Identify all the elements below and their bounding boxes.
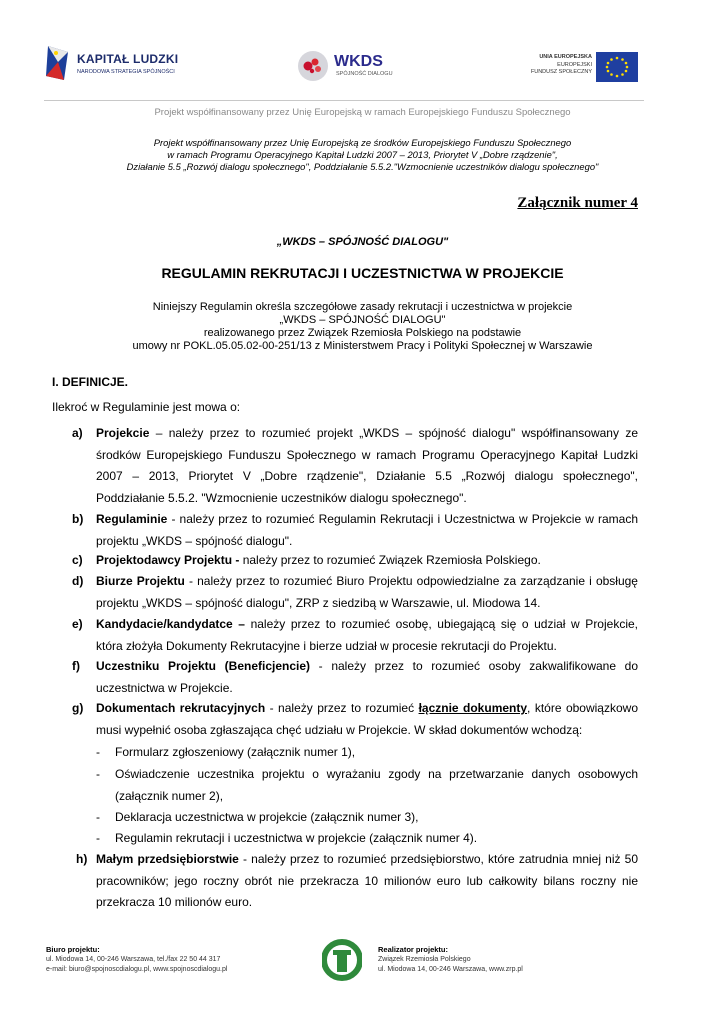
document-title: REGULAMIN REKRUTACJI I UCZESTNICTWA W PROJEKCIE: [161, 265, 564, 281]
item-b-term: Regulaminie: [96, 512, 168, 526]
header-divider: [44, 100, 644, 101]
intro-line-1: Projekt współfinansowany przez Unię Europejską ze środków Europejskiego Funduszu Społecznego: [153, 137, 572, 148]
footer-implementer-title: Realizator projektu:: [378, 945, 449, 954]
eu-logo-text: [530, 54, 592, 77]
intro-line-3: Działanie 5.5 „Rozwój dialogu społecznego", Poddziałanie 5.5.2."Wzmocnienie uczestników dialogu społecznego": [126, 161, 599, 172]
project-subtitle: „WKDS – SPÓJNOŚĆ DIALOGU": [276, 236, 449, 248]
item-e-letter: e): [72, 617, 83, 631]
item-f-text: - należy przez to rozumieć osoby zakwalifikowane do uczestnictwa w Projekcie.: [96, 659, 639, 695]
item-g-letter: g): [72, 701, 84, 715]
description-line-2: „WKDS – SPÓJNOŚĆ DIALOGU": [279, 314, 446, 326]
item-g-text-a: - należy przez to rozumieć: [265, 701, 419, 715]
section-title: I. DEFINICJE.: [52, 375, 129, 389]
item-e-text: należy przez to rozumieć osobę, ubiegającą się o udział w Projekcie, która złożyła Dokumenty Rekrutacyjne i bierze udział w procesie rekrutacji do Projektu.: [96, 617, 638, 653]
kapital-ludzki-title: KAPITAŁ LUDZKI: [77, 52, 179, 66]
item-f-term: Uczestniku Projektu (Beneficjencie): [96, 659, 311, 673]
item-d-text: - należy przez to rozumieć Biuro Projektu odpowiedzialne za zarządzanie i obsługę projektu „WKDS – spójność dialogu", ZRP z siedzibą w Warszawie, ul. Miodowa 14.: [96, 574, 638, 610]
item-g-text-b: , które obowiązkowo musi wypełnić osoba zgłaszająca chęć udziału w Projekcie. W skład dokumentów wchodzą:: [96, 701, 638, 737]
wkds-logo: [298, 48, 398, 84]
wkds-subtitle: SPÓJNOŚĆ DIALOGU: [336, 71, 393, 77]
item-d-term: Biurze Projektu: [96, 574, 185, 588]
item-e-term: Kandydacie/kandydatce –: [96, 617, 245, 631]
item-h-letter: h): [76, 852, 88, 866]
sublist-dash: -: [96, 810, 100, 824]
footer-implementer: [378, 945, 523, 975]
intro-line-2: w ramach Programu Operacyjnego Kapitał Ludzki 2007 – 2013, Priorytet V „Dobre rządzenie",: [167, 149, 558, 160]
item-c-text: należy przez to rozumieć Związek Rzemiosła Polskiego.: [239, 553, 541, 567]
eu-logo: [530, 52, 640, 84]
footer-implementer-address: ul. Miodowa 14, 00-246 Warszawa, www.zrp.pl: [378, 966, 523, 973]
footer-project-office: [46, 945, 227, 975]
item-c-letter: c): [72, 553, 83, 567]
definition-item-h: [96, 849, 638, 914]
item-c-term: Projektodawcy Projektu -: [96, 553, 240, 567]
sublist-dash: -: [96, 831, 100, 845]
definition-item-c: [96, 550, 638, 572]
cofinance-note: Projekt współfinansowany przez Unię Europejską w ramach Europejskiego Funduszu Społecznego: [154, 107, 571, 118]
kapital-ludzki-flag-icon: [44, 44, 70, 82]
item-a-text: – należy przez to rozumieć projekt „WKDS – spójność dialogu" współfinansowany ze środków Europejskiego Funduszu Społecznego w ramach Programu Operacyjnego Kapitał Ludzki 2007 – 2013, Priorytet V „Dobre rządzenie", Działanie 5.5 „Rozwój dialogu społecznego", Poddziałanie 5.5.2. "Wzmocnienie uczestników dialogu społecznego".: [96, 426, 638, 505]
item-f-letter: f): [72, 659, 80, 673]
kapital-ludzki-logo: [44, 44, 184, 84]
definition-item-f: [96, 656, 638, 699]
footer-implementer-name: Związek Rzemiosła Polskiego: [378, 956, 471, 963]
section-lead: Ilekroć w Regulaminie jest mowa o:: [52, 400, 241, 414]
sublist-item-2: Oświadczenie uczestnika projektu o wyrażaniu zgody na przetwarzanie danych osobowych (załącznik numer 2),: [115, 767, 638, 803]
item-g-term: Dokumentach rekrutacyjnych: [96, 701, 266, 715]
item-h-term: Małym przedsiębiorstwie: [96, 852, 239, 866]
sublist-item-1: Formularz zgłoszeniowy (załącznik numer 1),: [115, 745, 356, 759]
item-g-underlined: łącznie dokumenty: [418, 701, 528, 715]
sublist-item-3: Deklaracja uczestnictwa w projekcie (załącznik numer 3),: [115, 810, 419, 824]
sublist-dash: -: [96, 745, 100, 759]
footer-office-address: ul. Miodowa 14, 00-246 Warszawa, tel./fax 22 50 44 317: [46, 956, 221, 963]
wkds-circle-icon: [298, 51, 328, 81]
sublist-dash: -: [96, 767, 100, 781]
eu-flag-icon: [596, 52, 638, 82]
zrp-logo-icon: [322, 938, 362, 982]
attachment-number: Załącznik numer 4: [517, 195, 638, 211]
definition-item-b: [96, 509, 638, 552]
item-d-letter: d): [72, 574, 84, 588]
item-b-letter: b): [72, 512, 84, 526]
kapital-ludzki-subtitle: NARODOWA STRATEGIA SPÓJNOŚCI: [77, 69, 175, 75]
definition-item-e: [96, 614, 638, 657]
footer-office-contact: e-mail: biuro@spojnoscdialogu.pl, www.spojnoscdialogu.pl: [46, 966, 228, 973]
wkds-title: WKDS: [334, 53, 383, 70]
item-a-term: Projekcie: [96, 426, 150, 440]
definition-item-g: [96, 698, 638, 741]
footer-office-title: Biuro projektu:: [46, 945, 100, 954]
definition-item-d: [96, 571, 638, 614]
eu-line-1: UNIA EUROPEJSKA: [539, 54, 592, 60]
description-line-4: umowy nr POKL.05.05.02-00-251/13 z Ministerstwem Pracy i Polityki Społecznej w Warszawie: [132, 340, 593, 352]
item-a-letter: a): [72, 426, 83, 440]
eu-line-2: EUROPEJSKI: [557, 61, 592, 68]
item-b-text: - należy przez to rozumieć Regulamin Rekrutacji i Uczestnictwa w Projekcie w ramach projektu „WKDS – spójność dialogu".: [96, 512, 638, 548]
description-line-1: Niniejszy Regulamin określa szczegółowe zasady rekrutacji i uczestnictwa w projekcie: [152, 301, 573, 313]
item-h-text: - należy przez to rozumieć przedsiębiorstwo, które zatrudnia mniej niż 50 pracowników; jego roczny obrót nie przekracza 10 milionów euro lub całkowity bilans roczny nie przekracza 10 milionów euro.: [96, 852, 638, 909]
eu-line-3: FUNDUSZ SPOŁECZNY: [530, 69, 592, 75]
description-line-3: realizowanego przez Związek Rzemiosła Polskiego na podstawie: [203, 327, 522, 339]
sublist-item-4: Regulamin rekrutacji i uczestnictwa w projekcie (załącznik numer 4).: [115, 831, 478, 845]
definition-item-a: [96, 423, 638, 509]
